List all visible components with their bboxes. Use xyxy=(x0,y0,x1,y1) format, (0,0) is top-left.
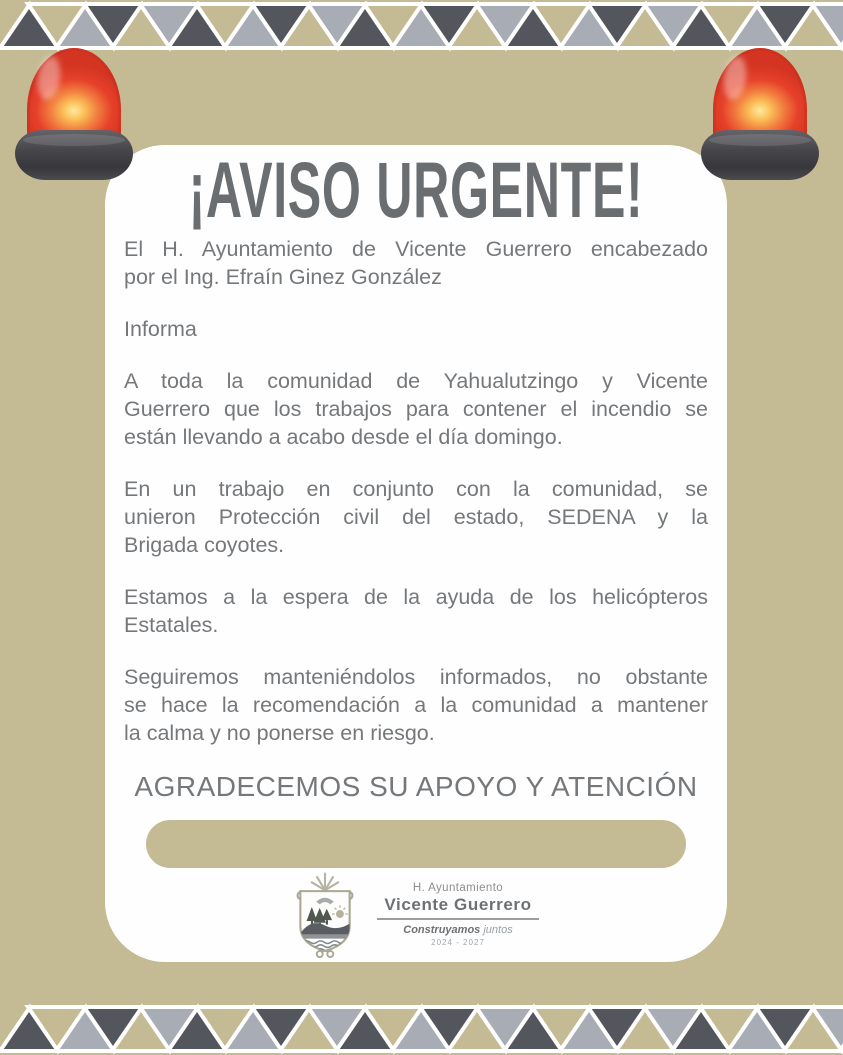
notice-paragraph xyxy=(124,235,708,291)
notice-text-line: Estamos a la espera de la ayuda de los helicópteros xyxy=(124,585,708,609)
siren-base xyxy=(15,130,133,180)
top-triangle-border xyxy=(0,0,843,52)
bottom-triangle-border xyxy=(0,1003,843,1055)
notice-body xyxy=(124,235,708,747)
logo-block xyxy=(124,870,708,958)
siren-base xyxy=(701,130,819,180)
slogan-light: juntos xyxy=(483,923,513,936)
notice-paragraph xyxy=(124,475,708,559)
logo-period: 2024 - 2027 xyxy=(431,937,485,947)
logo-org-name: Vicente Guerrero xyxy=(384,894,532,914)
notice-text-line: por el Ing. Efraín Ginez González xyxy=(124,265,442,289)
notice-text-line: Informa xyxy=(124,317,197,341)
notice-text-line: unieron Protección civil del estado, SEDENA y la xyxy=(124,505,708,529)
divider-pill xyxy=(146,820,686,868)
notice-card xyxy=(105,145,727,962)
logo-slogan xyxy=(373,924,543,936)
thanks-line: AGRADECEMOS SU APOYO Y ATENCIÓN xyxy=(134,771,698,802)
slogan-bold: Construyamos xyxy=(403,923,481,936)
notice-text-line: Guerrero que los trabajos para contener el incendio se xyxy=(124,397,708,421)
notice-text-line: A toda la comunidad de Yahualutzingo y Vicente xyxy=(124,369,708,393)
notice-text-line: la calma y no ponerse en riesgo. xyxy=(124,721,435,745)
logo-org-small: H. Ayuntamiento xyxy=(412,881,504,894)
notice-text-line: Brigada coyotes. xyxy=(124,533,285,557)
notice-text-line: Seguiremos manteniéndolos informados, no obstante xyxy=(124,665,708,689)
notice-text-line: En un trabajo en conjunto con la comunidad, se xyxy=(124,477,708,501)
notice-paragraph xyxy=(124,315,708,343)
siren-left-icon xyxy=(14,48,134,180)
logo-text-block xyxy=(373,882,543,947)
notice-paragraph xyxy=(124,663,708,747)
siren-right-icon xyxy=(700,48,820,180)
logo-divider xyxy=(377,918,539,920)
title-area xyxy=(124,146,708,235)
notice-text-line: Estatales. xyxy=(124,613,219,637)
notice-paragraph xyxy=(124,367,708,451)
municipal-seal-icon xyxy=(289,870,361,958)
notice-paragraph xyxy=(124,583,708,639)
notice-text-line: se hace la recomendación a la comunidad a mantener xyxy=(124,693,708,717)
notice-text-line: El H. Ayuntamiento de Vicente Guerrero encabezado xyxy=(124,237,708,261)
notice-title: ¡AVISO URGENTE! xyxy=(188,146,644,235)
notice-text-line: están llevando a acabo desde el día domingo. xyxy=(124,425,563,449)
